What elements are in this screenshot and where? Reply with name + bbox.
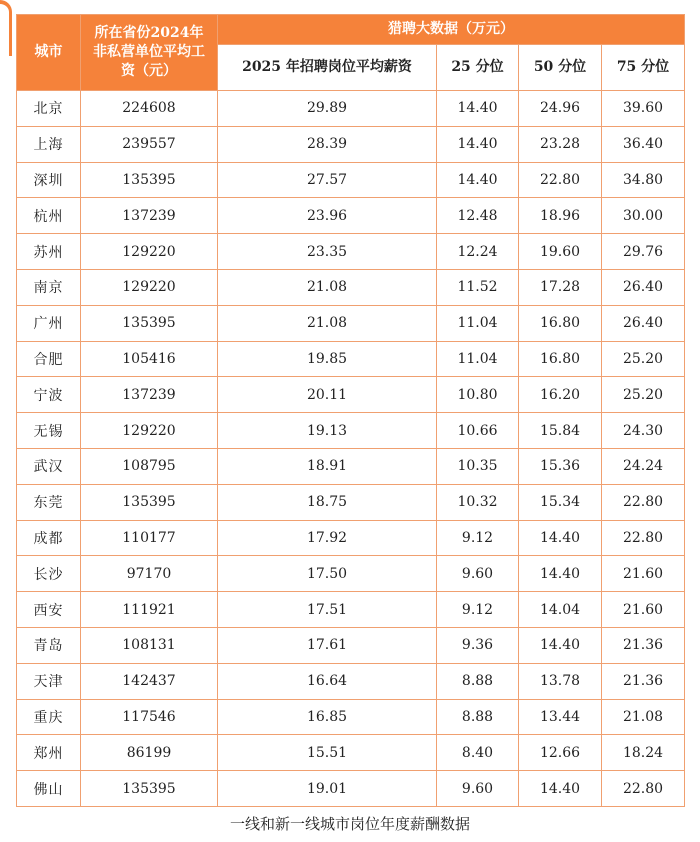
cell-p50: 17.28 [519,269,602,305]
cell-p25: 9.12 [437,520,519,556]
cell-city: 上海 [17,126,81,162]
cell-p75: 21.08 [602,699,685,735]
cell-p75: 21.36 [602,663,685,699]
cell-avg-salary: 224608 [81,91,218,127]
cell-avg-salary: 86199 [81,735,218,771]
table-row [17,126,685,162]
cell-p25: 8.88 [437,663,519,699]
cell-recruit-avg: 28.39 [218,126,437,162]
cell-p50: 13.78 [519,663,602,699]
cell-p75: 39.60 [602,91,685,127]
header-p75: 75 分位 [602,45,685,91]
table-row [17,341,685,377]
salary-table [16,14,685,807]
table-row [17,735,685,771]
cell-p50: 16.20 [519,377,602,413]
cell-recruit-avg: 16.85 [218,699,437,735]
cell-p75: 34.80 [602,162,685,198]
table-row [17,663,685,699]
cell-avg-salary: 129220 [81,234,218,270]
cell-p50: 18.96 [519,198,602,234]
cell-city: 西安 [17,592,81,628]
cell-p75: 25.20 [602,377,685,413]
cell-p75: 26.40 [602,305,685,341]
cell-city: 长沙 [17,556,81,592]
cell-p75: 24.24 [602,448,685,484]
cell-p50: 13.44 [519,699,602,735]
cell-p25: 14.40 [437,162,519,198]
cell-recruit-avg: 17.92 [218,520,437,556]
cell-p75: 36.40 [602,126,685,162]
cell-p75: 18.24 [602,735,685,771]
cell-p75: 21.60 [602,592,685,628]
cell-city: 南京 [17,269,81,305]
cell-city: 杭州 [17,198,81,234]
cell-city: 郑州 [17,735,81,771]
cell-city: 天津 [17,663,81,699]
cell-p25: 10.32 [437,484,519,520]
cell-recruit-avg: 20.11 [218,377,437,413]
cell-p25: 11.52 [437,269,519,305]
table-body [17,91,685,807]
cell-p75: 21.60 [602,556,685,592]
cell-avg-salary: 110177 [81,520,218,556]
cell-p75: 22.80 [602,520,685,556]
cell-p75: 22.80 [602,484,685,520]
cell-avg-salary: 97170 [81,556,218,592]
cell-recruit-avg: 17.50 [218,556,437,592]
cell-city: 武汉 [17,448,81,484]
cell-city: 深圳 [17,162,81,198]
cell-p25: 8.88 [437,699,519,735]
cell-recruit-avg: 19.85 [218,341,437,377]
table-row [17,162,685,198]
cell-recruit-avg: 19.13 [218,413,437,449]
cell-avg-salary: 108131 [81,627,218,663]
cell-p50: 23.28 [519,126,602,162]
cell-city: 重庆 [17,699,81,735]
cell-recruit-avg: 16.64 [218,663,437,699]
cell-recruit-avg: 23.96 [218,198,437,234]
cell-p25: 9.60 [437,556,519,592]
table-row [17,234,685,270]
cell-recruit-avg: 21.08 [218,269,437,305]
table-row [17,484,685,520]
cell-p25: 9.60 [437,771,519,807]
cell-avg-salary: 135395 [81,305,218,341]
cell-city: 北京 [17,91,81,127]
cell-p25: 14.40 [437,91,519,127]
cell-avg-salary: 108795 [81,448,218,484]
cell-p50: 15.36 [519,448,602,484]
cell-p25: 10.66 [437,413,519,449]
table-row [17,413,685,449]
cell-recruit-avg: 15.51 [218,735,437,771]
table-row [17,627,685,663]
cell-avg-salary: 129220 [81,413,218,449]
table-row [17,448,685,484]
cell-city: 合肥 [17,341,81,377]
cell-p75: 29.76 [602,234,685,270]
cell-p50: 12.66 [519,735,602,771]
table-row [17,699,685,735]
cell-avg-salary: 135395 [81,162,218,198]
table-caption: 一线和新一线城市岗位年度薪酬数据 [229,815,470,833]
cell-p50: 15.84 [519,413,602,449]
cell-p25: 11.04 [437,305,519,341]
cell-city: 苏州 [17,234,81,270]
cell-avg-salary: 135395 [81,484,218,520]
cell-avg-salary: 111921 [81,592,218,628]
cell-p50: 15.34 [519,484,602,520]
table-row [17,91,685,127]
cell-p25: 10.80 [437,377,519,413]
table-row [17,592,685,628]
cell-recruit-avg: 23.35 [218,234,437,270]
cell-p25: 12.48 [437,198,519,234]
header-avg-salary: 所在省份2024年非私营单位平均工资（元） [81,15,218,91]
header-p25: 25 分位 [437,45,519,91]
cell-p75: 30.00 [602,198,685,234]
cell-p50: 14.40 [519,520,602,556]
cell-recruit-avg: 17.51 [218,592,437,628]
cell-p50: 16.80 [519,341,602,377]
cell-p25: 12.24 [437,234,519,270]
cell-recruit-avg: 21.08 [218,305,437,341]
table-row [17,771,685,807]
table-row [17,305,685,341]
header-avg-recruit-salary: 2025 年招聘岗位平均薪资 [218,45,437,91]
table-row [17,520,685,556]
cell-avg-salary: 137239 [81,198,218,234]
cell-recruit-avg: 17.61 [218,627,437,663]
cell-city: 成都 [17,520,81,556]
table-row [17,377,685,413]
cell-recruit-avg: 19.01 [218,771,437,807]
cell-avg-salary: 117546 [81,699,218,735]
cell-city: 东莞 [17,484,81,520]
cell-p25: 14.40 [437,126,519,162]
cell-city: 佛山 [17,771,81,807]
cell-avg-salary: 105416 [81,341,218,377]
cell-p25: 11.04 [437,341,519,377]
cell-p50: 19.60 [519,234,602,270]
cell-city: 广州 [17,305,81,341]
cell-p50: 16.80 [519,305,602,341]
cell-city: 宁波 [17,377,81,413]
table-row [17,269,685,305]
corner-decoration [0,0,12,56]
cell-p50: 14.40 [519,771,602,807]
header-p50: 50 分位 [519,45,602,91]
cell-p75: 22.80 [602,771,685,807]
cell-city: 无锡 [17,413,81,449]
cell-p25: 10.35 [437,448,519,484]
cell-p50: 22.80 [519,162,602,198]
cell-p25: 9.36 [437,627,519,663]
cell-avg-salary: 239557 [81,126,218,162]
cell-recruit-avg: 18.75 [218,484,437,520]
table-row [17,198,685,234]
cell-p25: 9.12 [437,592,519,628]
table-row [17,556,685,592]
cell-p75: 26.40 [602,269,685,305]
cell-p50: 14.40 [519,627,602,663]
cell-recruit-avg: 18.91 [218,448,437,484]
cell-p50: 14.40 [519,556,602,592]
cell-p75: 21.36 [602,627,685,663]
cell-p75: 25.20 [602,341,685,377]
cell-p50: 14.04 [519,592,602,628]
cell-avg-salary: 137239 [81,377,218,413]
cell-avg-salary: 135395 [81,771,218,807]
cell-p50: 24.96 [519,91,602,127]
header-city: 城市 [17,15,81,91]
header-liepin-group: 猎聘大数据（万元） [218,15,685,45]
cell-avg-salary: 142437 [81,663,218,699]
cell-p25: 8.40 [437,735,519,771]
cell-p75: 24.30 [602,413,685,449]
cell-avg-salary: 129220 [81,269,218,305]
cell-city: 青岛 [17,627,81,663]
cell-recruit-avg: 27.57 [218,162,437,198]
cell-recruit-avg: 29.89 [218,91,437,127]
